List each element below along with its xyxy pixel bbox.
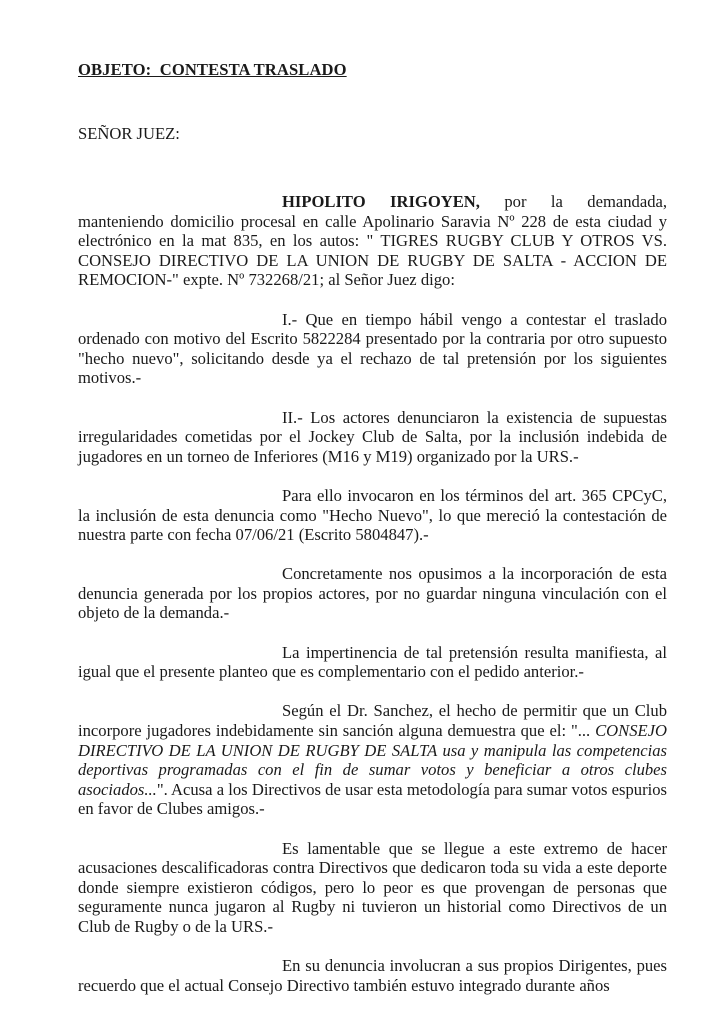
quoted-text: CONSEJO DIRECTIVO DE LA UNION DE RUGBY DE SALTA usa y manipula las competencias deportivas programadas con el fin de sumar votos y beneficiar a otros clubes asociados... [78,721,667,799]
document-title: OBJETO: CONTESTA TRASLADO [78,60,347,79]
quote-paragraph [78,701,667,819]
paragraph-5: La impertinencia de tal pretensión resulta manifiesta, al igual que el presente planteo que es complementario con el pedido anterior.- [78,642,667,682]
quote-outro: ". Acusa a los Directivos de usar esta metodología para sumar votos espurios en favor de Clubes amigos.- [78,779,667,819]
paragraph-7: Es lamentable que se llegue a este extremo de hacer acusaciones descalificadoras contra Directivos que dedicaron toda su vida a este deporte donde siempre existieron códigos, pero lo peor es que provengan de personas que seguramente nunca jugaron al Rugby ni tuvieron un historial como Directivos de un Club de Rugby o de la URS.- [78,838,667,936]
paragraph-4: Concretamente nos opusimos a la incorporación de esta denuncia generada por los propios actores, por no guardar ninguna vinculación con el objeto de la demanda.- [78,564,667,623]
paragraph-1: I.- Que en tiempo hábil vengo a contestar el traslado ordenado con motivo del Escrito 5822284 presentado por la contraria por otro supuesto "hecho nuevo", solicitando desde ya el rechazo de tal pretensión por los siguientes motivos.- [78,309,667,388]
paragraph-3: Para ello invocaron en los términos del art. 365 CPCyC, la inclusión de esta denuncia como "Hecho Nuevo", lo que mereció la contestación de nuestra parte con fecha 07/06/21 (Escrito 5804847).- [78,485,667,545]
intro-text: por la demandada, manteniendo domicilio procesal en calle Apolinario Saravia Nº 228 de esta ciudad y electrónico en la mat 835, en los autos: " TIGRES RUGBY CLUB Y OTROS VS. CONSEJO DIRECTIVO DE LA UNION DE RUGBY DE SALTA - ACCION DE REMOCION-" expte. Nº 732268/21; al Señor Juez digo: [78,192,668,290]
salutation: SEÑOR JUEZ: [78,124,180,143]
paragraph-2: II.- Los actores denunciaron la existencia de supuestas irregularidades cometidas por el Jockey Club de Salta, por la inclusión indebida de jugadores en un torneo de Inferiores (M16 y M19) organizado por la URS.- [78,407,667,466]
intro-paragraph [78,192,667,290]
quote-intro: Según el Dr. Sanchez, el hecho de permitir que un Club incorpore jugadores indebidamente sin sanción alguna demuestra que el: "... [78,701,667,741]
paragraph-8: En su denuncia involucran a sus propios Dirigentes, pues recuerdo que el actual Consejo Directivo también estuvo integrado durante años [78,956,667,995]
document-body [78,192,667,1015]
party-name: HIPOLITO IRIGOYEN, [282,192,480,211]
